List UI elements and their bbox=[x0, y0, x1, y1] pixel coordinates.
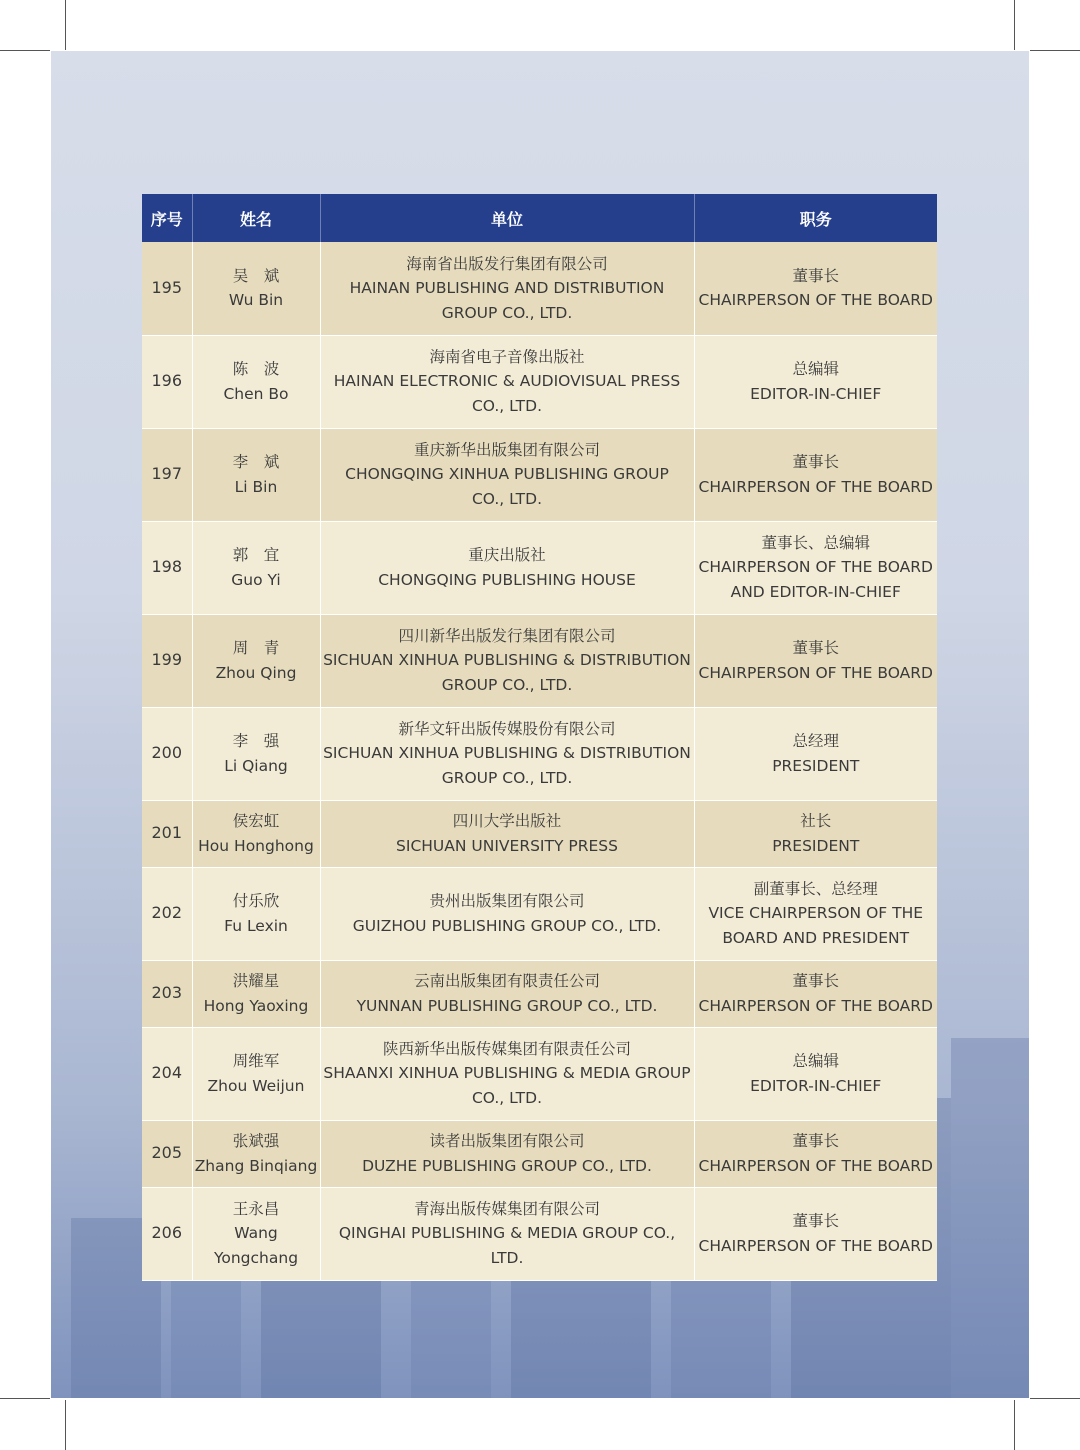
cell-name bbox=[192, 867, 320, 960]
org-en-line: GUIZHOU PUBLISHING GROUP CO., LTD. bbox=[352, 916, 662, 935]
cell-name bbox=[192, 1187, 320, 1280]
cell-organization bbox=[320, 867, 694, 960]
org-en-line: SHAANXI XINHUA PUBLISHING & MEDIA GROUP bbox=[323, 1064, 691, 1083]
cell-organization bbox=[320, 800, 694, 867]
cell-organization bbox=[320, 521, 694, 614]
title-cn: 总编辑 bbox=[792, 360, 839, 378]
title-en-line: CHAIRPERSON OF THE BOARD bbox=[698, 1236, 933, 1255]
title-cn: 董事长 bbox=[792, 639, 839, 657]
header-name: 姓名 bbox=[192, 194, 320, 242]
row-number: 195 bbox=[151, 278, 183, 297]
cell-number bbox=[142, 707, 192, 800]
table-row bbox=[142, 1120, 937, 1187]
name-en: Zhou Weijun bbox=[207, 1076, 305, 1095]
table-body bbox=[142, 242, 937, 1280]
org-en-line: SICHUAN XINHUA PUBLISHING & DISTRIBUTION bbox=[323, 651, 691, 670]
org-cn: 陕西新华出版传媒集团有限责任公司 bbox=[382, 1039, 631, 1058]
cell-number bbox=[142, 614, 192, 707]
cell-title bbox=[694, 1187, 937, 1280]
name-en: Hong Yaoxing bbox=[203, 996, 309, 1015]
title-en-line: BOARD AND PRESIDENT bbox=[722, 928, 910, 947]
name-en: Li Qiang bbox=[224, 756, 288, 775]
cell-title bbox=[694, 335, 937, 428]
title-en-line: EDITOR-IN-CHIEF bbox=[750, 384, 882, 403]
org-cn: 青海出版传媒集团有限公司 bbox=[413, 1199, 600, 1218]
name-cn: 周 青 bbox=[232, 639, 280, 657]
name-cn: 李 强 bbox=[232, 732, 280, 750]
cell-organization bbox=[320, 335, 694, 428]
table-row bbox=[142, 521, 937, 614]
title-cn: 社长 bbox=[800, 812, 832, 830]
title-cn: 董事长 bbox=[792, 1132, 839, 1150]
crop-mark bbox=[65, 1400, 66, 1450]
cell-title bbox=[694, 800, 937, 867]
name-cn: 张斌强 bbox=[232, 1132, 280, 1150]
cell-number bbox=[142, 1027, 192, 1120]
row-number: 198 bbox=[151, 557, 183, 577]
cell-name bbox=[192, 428, 320, 521]
crop-mark bbox=[1030, 50, 1080, 51]
cell-name bbox=[192, 335, 320, 428]
org-en-line: SICHUAN XINHUA PUBLISHING & DISTRIBUTION bbox=[323, 744, 691, 763]
title-en-line: EDITOR-IN-CHIEF bbox=[750, 1076, 882, 1095]
name-en: Wu Bin bbox=[228, 291, 284, 310]
cell-number bbox=[142, 1187, 192, 1280]
org-en-line: YUNNAN PUBLISHING GROUP CO., LTD. bbox=[356, 996, 658, 1015]
title-cn: 董事长 bbox=[792, 972, 839, 990]
cell-title bbox=[694, 707, 937, 800]
table-row bbox=[142, 242, 937, 335]
org-cn: 四川大学出版社 bbox=[452, 812, 562, 830]
name-cn: 陈 波 bbox=[232, 360, 280, 378]
cell-organization bbox=[320, 614, 694, 707]
org-en-line: CHONGQING XINHUA PUBLISHING GROUP bbox=[345, 465, 669, 484]
cell-title bbox=[694, 1027, 937, 1120]
org-en-line: GROUP CO., LTD. bbox=[441, 675, 573, 694]
org-cn: 重庆新华出版集团有限公司 bbox=[413, 440, 600, 459]
org-en-line: QINGHAI PUBLISHING & MEDIA GROUP CO., LTD. bbox=[338, 1224, 676, 1267]
name-cn: 侯宏虹 bbox=[232, 812, 280, 830]
name-en: Li Bin bbox=[234, 477, 278, 496]
crop-mark bbox=[0, 1398, 50, 1399]
cell-title bbox=[694, 960, 937, 1027]
table-header bbox=[142, 194, 937, 242]
table-row bbox=[142, 428, 937, 521]
org-cn: 海南省电子音像出版社 bbox=[429, 347, 585, 366]
table-row bbox=[142, 867, 937, 960]
org-en-line: GROUP CO., LTD. bbox=[441, 768, 573, 787]
name-en: Fu Lexin bbox=[224, 916, 288, 935]
row-number: 201 bbox=[151, 823, 183, 843]
header-number: 序号 bbox=[142, 194, 192, 242]
title-en-line: CHAIRPERSON OF THE BOARD bbox=[698, 477, 933, 496]
org-cn: 读者出版集团有限公司 bbox=[429, 1132, 585, 1150]
cell-organization bbox=[320, 428, 694, 521]
cell-number bbox=[142, 521, 192, 614]
cell-title bbox=[694, 242, 937, 335]
org-cn: 贵州出版集团有限公司 bbox=[429, 892, 585, 910]
name-en: Wang Yongchang bbox=[213, 1224, 299, 1267]
title-en-line: PRESIDENT bbox=[772, 756, 860, 775]
row-number: 200 bbox=[151, 743, 183, 763]
cell-number bbox=[142, 800, 192, 867]
row-number: 202 bbox=[151, 903, 183, 923]
name-cn: 王永昌 bbox=[232, 1199, 280, 1218]
cell-title bbox=[694, 867, 937, 960]
cell-number bbox=[142, 960, 192, 1027]
title-cn: 董事长、总编辑 bbox=[761, 533, 870, 552]
table-row bbox=[142, 335, 937, 428]
cell-title bbox=[694, 1120, 937, 1187]
cell-number bbox=[142, 242, 192, 335]
name-cn: 付乐欣 bbox=[232, 892, 280, 910]
org-cn: 新华文轩出版传媒股份有限公司 bbox=[398, 719, 616, 738]
cell-title bbox=[694, 521, 937, 614]
name-cn: 李 斌 bbox=[232, 453, 280, 471]
cell-name bbox=[192, 242, 320, 335]
row-number: 199 bbox=[151, 650, 183, 670]
title-en-line: CHAIRPERSON OF THE BOARD bbox=[698, 1156, 933, 1175]
org-en-line: CO., LTD. bbox=[471, 489, 542, 508]
org-en-line: CHONGQING PUBLISHING HOUSE bbox=[378, 570, 636, 589]
table-row bbox=[142, 800, 937, 867]
title-cn: 总经理 bbox=[792, 732, 839, 750]
cell-organization bbox=[320, 960, 694, 1027]
header-title: 职务 bbox=[694, 194, 937, 242]
title-en-line: CHAIRPERSON OF THE BOARD bbox=[698, 291, 933, 310]
cell-name bbox=[192, 614, 320, 707]
cell-organization bbox=[320, 242, 694, 335]
org-en-line: DUZHE PUBLISHING GROUP CO., LTD. bbox=[362, 1156, 652, 1175]
cell-organization bbox=[320, 707, 694, 800]
name-en: Hou Honghong bbox=[198, 836, 314, 855]
cell-title bbox=[694, 614, 937, 707]
title-en-line: VICE CHAIRPERSON OF THE bbox=[708, 904, 924, 923]
title-cn: 董事长 bbox=[792, 453, 839, 471]
title-cn: 董事长 bbox=[792, 266, 839, 285]
cell-organization bbox=[320, 1187, 694, 1280]
row-number: 205 bbox=[151, 1143, 183, 1163]
cell-name bbox=[192, 707, 320, 800]
org-cn: 海南省出版发行集团有限公司 bbox=[406, 254, 608, 273]
name-cn: 吴 斌 bbox=[232, 266, 280, 285]
title-cn: 副董事长、总经理 bbox=[753, 879, 878, 898]
row-number: 197 bbox=[151, 464, 183, 484]
name-cn: 洪耀星 bbox=[232, 972, 280, 990]
table-row bbox=[142, 707, 937, 800]
crop-mark bbox=[1014, 0, 1015, 50]
org-en-line: HAINAN PUBLISHING AND DISTRIBUTION bbox=[349, 279, 665, 297]
org-en-line: GROUP CO., LTD. bbox=[441, 303, 573, 322]
row-number: 196 bbox=[151, 371, 183, 391]
row-number: 203 bbox=[151, 983, 183, 1003]
cell-title bbox=[694, 428, 937, 521]
name-cn: 郭 宜 bbox=[232, 546, 280, 564]
title-en-line: CHAIRPERSON OF THE BOARD bbox=[698, 663, 933, 682]
title-cn: 总编辑 bbox=[792, 1052, 839, 1070]
org-cn: 四川新华出版发行集团有限公司 bbox=[398, 626, 616, 645]
org-cn: 云南出版集团有限责任公司 bbox=[413, 972, 600, 990]
cell-number bbox=[142, 428, 192, 521]
cell-organization bbox=[320, 1027, 694, 1120]
cell-organization bbox=[320, 1120, 694, 1187]
table-row bbox=[142, 1027, 937, 1120]
delegate-table bbox=[142, 194, 937, 1281]
table-row bbox=[142, 960, 937, 1027]
cell-number bbox=[142, 1120, 192, 1187]
org-en-line: SICHUAN UNIVERSITY PRESS bbox=[396, 836, 618, 855]
row-number: 206 bbox=[151, 1223, 183, 1243]
row-number: 204 bbox=[151, 1063, 183, 1083]
table-row bbox=[142, 1187, 937, 1280]
cell-name bbox=[192, 800, 320, 867]
title-en-line: AND EDITOR-IN-CHIEF bbox=[730, 582, 901, 601]
title-en-line: CHAIRPERSON OF THE BOARD bbox=[698, 558, 933, 577]
org-en-line: CO., LTD. bbox=[471, 1088, 542, 1107]
name-en: Chen Bo bbox=[223, 384, 289, 403]
org-en-line: HAINAN ELECTRONIC & AUDIOVISUAL PRESS bbox=[333, 372, 681, 391]
org-en-line: CO., LTD. bbox=[471, 396, 542, 415]
table-row bbox=[142, 614, 937, 707]
crop-mark bbox=[0, 50, 50, 51]
org-cn: 重庆出版社 bbox=[468, 546, 546, 564]
crop-mark bbox=[1014, 1400, 1015, 1450]
cell-number bbox=[142, 867, 192, 960]
title-en-line: CHAIRPERSON OF THE BOARD bbox=[698, 996, 933, 1015]
cell-name bbox=[192, 960, 320, 1027]
name-en: Zhou Qing bbox=[215, 663, 297, 682]
name-cn: 周维军 bbox=[232, 1052, 280, 1070]
name-en: Guo Yi bbox=[231, 570, 281, 589]
title-en-line: PRESIDENT bbox=[772, 836, 860, 855]
crop-mark bbox=[1030, 1398, 1080, 1399]
title-cn: 董事长 bbox=[792, 1212, 839, 1230]
cell-name bbox=[192, 1027, 320, 1120]
crop-mark bbox=[65, 0, 66, 50]
cell-name bbox=[192, 1120, 320, 1187]
cell-number bbox=[142, 335, 192, 428]
header-organization: 单位 bbox=[320, 194, 694, 242]
name-en: Zhang Binqiang bbox=[194, 1156, 318, 1175]
cell-name bbox=[192, 521, 320, 614]
